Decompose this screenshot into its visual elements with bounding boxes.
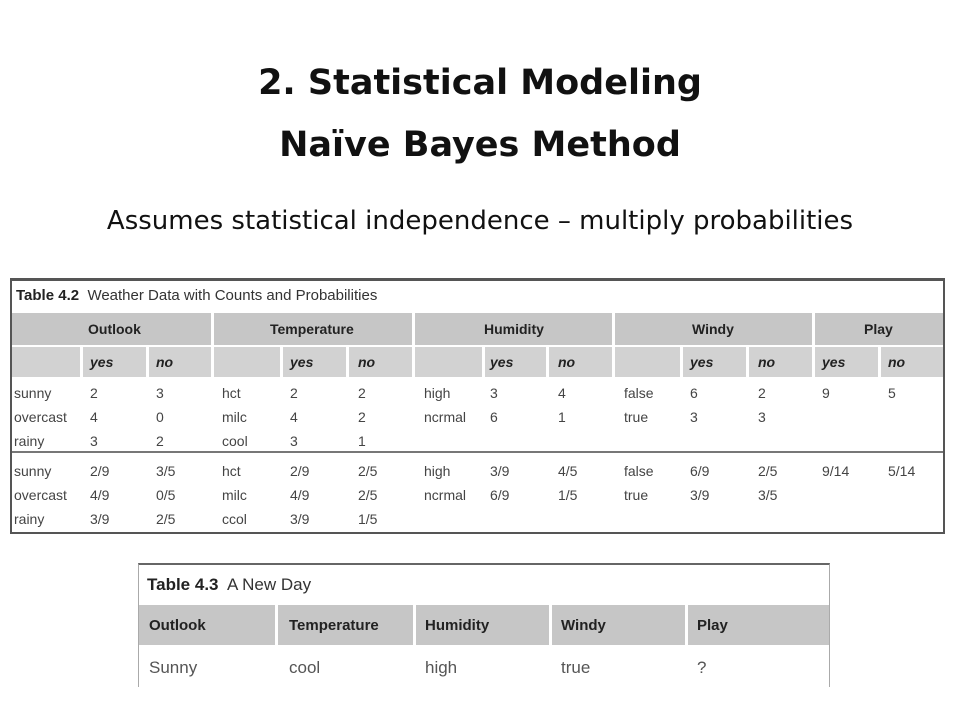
column-separator xyxy=(878,347,881,377)
header-humidity: Humidity xyxy=(484,321,544,337)
table-4-3-caption xyxy=(147,575,311,595)
table-cell: 4 xyxy=(90,409,98,425)
attribute-value-cell: true xyxy=(624,409,649,425)
column-separator xyxy=(146,347,149,377)
table-cell: 5 xyxy=(888,385,896,401)
new-day-outlook-value: Sunny xyxy=(149,658,198,677)
attribute-value-cell: milc xyxy=(222,409,247,425)
table-cell: 3/9 xyxy=(290,511,310,527)
new-day-header-humidity: Humidity xyxy=(425,617,490,634)
attribute-value-cell: rainy xyxy=(14,511,45,527)
attribute-value-cell: false xyxy=(624,463,654,479)
header-humidity-no: no xyxy=(558,354,576,370)
table-cell: 1/5 xyxy=(558,487,578,503)
header-play-yes: yes xyxy=(822,354,846,370)
attribute-value-cell: high xyxy=(424,385,451,401)
table-cell: 4/9 xyxy=(290,487,310,503)
new-day-table xyxy=(138,563,830,687)
attribute-value-cell: false xyxy=(624,385,654,401)
attribute-value-cell: high xyxy=(424,463,451,479)
table-cell: 2/9 xyxy=(290,463,310,479)
new-day-header-outlook: Outlook xyxy=(149,617,206,634)
attribute-value-cell: ncrmal xyxy=(424,409,467,425)
table-cell: 3/5 xyxy=(156,463,176,479)
column-separator xyxy=(546,347,549,377)
table-cell: 3 xyxy=(90,433,98,449)
column-separator xyxy=(80,347,83,377)
group-header-band xyxy=(12,313,943,345)
column-separator xyxy=(413,605,416,645)
attribute-value-cell: sunny xyxy=(14,463,52,479)
table-cell: 2/5 xyxy=(758,463,778,479)
column-separator xyxy=(280,347,283,377)
table-cell: 3/9 xyxy=(490,463,510,479)
column-separator xyxy=(549,605,552,645)
table-cell: 4/9 xyxy=(90,487,110,503)
header-outlook-no: no xyxy=(156,354,174,370)
table-cell: 1/5 xyxy=(358,511,378,527)
header-temperature: Temperature xyxy=(270,321,354,337)
attribute-value-cell: milc xyxy=(222,487,247,503)
table-cell: 2/9 xyxy=(90,463,110,479)
table-cell: 6 xyxy=(490,409,498,425)
attribute-value-cell: hct xyxy=(222,385,241,401)
slide-subtitle: Assumes statistical independence – multiply probabilities xyxy=(106,206,854,236)
table-4-2-title: Weather Data with Counts and Probabilities xyxy=(87,287,378,304)
new-day-play-value: ? xyxy=(697,658,707,677)
table-4-2-number: Table 4.2 xyxy=(16,287,80,304)
new-day-header-play: Play xyxy=(697,617,728,634)
column-separator xyxy=(746,347,749,377)
table-cell: 9/14 xyxy=(822,463,850,479)
attribute-value-cell: ccol xyxy=(222,511,247,527)
section-divider xyxy=(12,451,943,453)
new-day-header-windy: Windy xyxy=(561,617,606,634)
slide-title xyxy=(0,52,960,176)
new-day-header-temperature: Temperature xyxy=(289,617,379,634)
title-line-1: 2. Statistical Modeling xyxy=(258,63,702,103)
table-cell: 2/5 xyxy=(156,511,176,527)
column-separator xyxy=(812,313,815,377)
table-cell: 2 xyxy=(90,385,98,401)
new-day-humidity-value: high xyxy=(425,658,458,677)
header-outlook-yes: yes xyxy=(90,354,114,370)
column-separator xyxy=(612,313,615,377)
table-cell: 2/5 xyxy=(358,463,378,479)
attribute-value-cell: overcast xyxy=(14,487,67,503)
column-separator xyxy=(346,347,349,377)
table-cell: 3 xyxy=(758,409,766,425)
table-cell: 1 xyxy=(358,433,366,449)
table-cell: 4 xyxy=(290,409,298,425)
table-cell: 3/5 xyxy=(758,487,778,503)
column-separator xyxy=(275,605,278,645)
attribute-value-cell: sunny xyxy=(14,385,52,401)
table-cell: 6/9 xyxy=(490,487,510,503)
header-play-no: no xyxy=(888,354,906,370)
table-cell: 3 xyxy=(490,385,498,401)
header-temperature-no: no xyxy=(358,354,376,370)
table-4-2-caption xyxy=(16,287,377,304)
column-separator xyxy=(685,605,688,645)
attribute-value-cell: hct xyxy=(222,463,241,479)
table-cell: 0/5 xyxy=(156,487,176,503)
title-line-2: Naïve Bayes Method xyxy=(279,125,681,165)
table-4-3-number: Table 4.3 xyxy=(147,575,219,594)
header-outlook: Outlook xyxy=(88,321,141,337)
column-separator xyxy=(412,313,415,377)
header-windy: Windy xyxy=(692,321,734,337)
table-cell: 2 xyxy=(290,385,298,401)
attribute-value-cell: ncrmal xyxy=(424,487,467,503)
table-cell: 2 xyxy=(758,385,766,401)
header-humidity-yes: yes xyxy=(490,354,514,370)
header-windy-no: no xyxy=(758,354,776,370)
new-day-temperature-value: cool xyxy=(289,658,321,677)
table-cell: 3/9 xyxy=(690,487,710,503)
attribute-value-cell: cool xyxy=(222,433,248,449)
table-cell: 4 xyxy=(558,385,566,401)
attribute-value-cell: overcast xyxy=(14,409,67,425)
table-cell: 3 xyxy=(690,409,698,425)
header-windy-yes: yes xyxy=(690,354,714,370)
table-cell: 5/14 xyxy=(888,463,916,479)
header-play: Play xyxy=(864,321,893,337)
table-4-3-title: A New Day xyxy=(227,575,312,594)
table-cell: 3 xyxy=(156,385,164,401)
attribute-value-cell: rainy xyxy=(14,433,45,449)
table-cell: 6 xyxy=(690,385,698,401)
table-cell: 2 xyxy=(156,433,164,449)
column-separator xyxy=(680,347,683,377)
table-cell: 1 xyxy=(558,409,566,425)
table-cell: 0 xyxy=(156,409,164,425)
table-cell: 6/9 xyxy=(690,463,710,479)
table-cell: 4/5 xyxy=(558,463,578,479)
table-cell: 3 xyxy=(290,433,298,449)
yes-no-header-band xyxy=(12,347,943,377)
new-day-windy-value: true xyxy=(561,658,591,677)
table-cell: 2 xyxy=(358,385,366,401)
table-cell: 2/5 xyxy=(358,487,378,503)
weather-data-table xyxy=(10,278,945,534)
table-cell: 3/9 xyxy=(90,511,110,527)
table-cell: 9 xyxy=(822,385,830,401)
column-separator xyxy=(482,347,485,377)
table-cell: 2 xyxy=(358,409,366,425)
column-separator xyxy=(211,313,214,377)
attribute-value-cell: true xyxy=(624,487,649,503)
header-temperature-yes: yes xyxy=(290,354,314,370)
